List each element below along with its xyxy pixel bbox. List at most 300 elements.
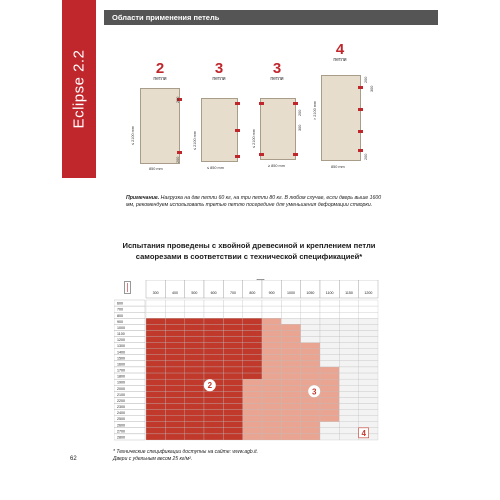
- grid-cell: [165, 397, 184, 403]
- grid-cell: [339, 367, 358, 373]
- grid-cell: [359, 355, 378, 361]
- grid-cell: [165, 300, 184, 306]
- row-label: 1800: [117, 374, 125, 379]
- row-label: 1900: [117, 380, 125, 385]
- door-3-label: [265, 62, 289, 82]
- grid-cell: [223, 318, 242, 324]
- grid-cell: [281, 306, 300, 312]
- row-label: 2300: [117, 405, 125, 410]
- grid-cell: [243, 337, 262, 343]
- grid-cell: [301, 330, 320, 336]
- grid-cell: [320, 385, 339, 391]
- grid-cell: [320, 349, 339, 355]
- note-label: Примечание.: [126, 195, 160, 201]
- column-label: 1100: [325, 291, 334, 295]
- grid-cell: [301, 355, 320, 361]
- grid-cell: [339, 391, 358, 397]
- grid-cell: [243, 361, 262, 367]
- grid-cell: [165, 324, 184, 330]
- grid-cell: [281, 379, 300, 385]
- grid-cell: [185, 385, 204, 391]
- grid-cell: [223, 416, 242, 422]
- column-header-cell: [301, 280, 320, 298]
- grid-cell: [339, 349, 358, 355]
- row-label: 1100: [117, 332, 125, 337]
- column-label: 1200: [364, 291, 373, 295]
- hinge-mark: [358, 149, 363, 152]
- grid-cell: [281, 397, 300, 403]
- grid-cell: [185, 416, 204, 422]
- grid-cell: [320, 403, 339, 409]
- grid-cell: [243, 379, 262, 385]
- grid-cell: [146, 416, 165, 422]
- grid-cell: [320, 428, 339, 434]
- grid-cell: [165, 379, 184, 385]
- grid-cell: [146, 324, 165, 330]
- grid-cell: [243, 434, 262, 440]
- grid-cell: [204, 324, 223, 330]
- grid-cell: [359, 330, 378, 336]
- grid-cell: [262, 318, 281, 324]
- column-label: 600: [210, 291, 217, 295]
- grid-cell: [301, 416, 320, 422]
- grid-cell: [339, 343, 358, 349]
- grid-cell: [185, 343, 204, 349]
- grid-cell: [359, 337, 378, 343]
- row-label: 2500: [117, 417, 125, 422]
- grid-cell: [320, 397, 339, 403]
- grid-cell: [223, 385, 242, 391]
- grid-cell: [281, 434, 300, 440]
- door-2-label: [207, 62, 231, 82]
- grid-cell: [359, 343, 378, 349]
- grid-cell: [281, 318, 300, 324]
- grid-cell: [223, 330, 242, 336]
- grid-cell: [301, 312, 320, 318]
- grid-cell: [204, 434, 223, 440]
- grid-cell: [320, 379, 339, 385]
- column-header-cell: [359, 280, 378, 298]
- grid-cell: [185, 373, 204, 379]
- grid-cell: [339, 403, 358, 409]
- column-header-cell: [281, 280, 300, 298]
- hinge-word: петли: [333, 57, 347, 63]
- grid-cell: [262, 434, 281, 440]
- grid-cell: [204, 410, 223, 416]
- grid-cell: [165, 428, 184, 434]
- grid-cell: [262, 373, 281, 379]
- grid-cell: [320, 300, 339, 306]
- grid-cell: [262, 330, 281, 336]
- grid-cell: [262, 349, 281, 355]
- grid-cell: [281, 300, 300, 306]
- grid-cell: [301, 397, 320, 403]
- grid-cell: [359, 397, 378, 403]
- zone-3-badge-label: 3: [311, 387, 317, 397]
- row-label: 1600: [117, 362, 125, 367]
- grid-cell: [339, 312, 358, 318]
- grid-cell: [146, 403, 165, 409]
- grid-cell: [243, 367, 262, 373]
- grid-cell: [339, 434, 358, 440]
- grid-cell: [185, 312, 204, 318]
- grid-cell: [204, 416, 223, 422]
- grid-cell: [320, 337, 339, 343]
- grid-cell: [281, 312, 300, 318]
- grid-cell: [146, 300, 165, 306]
- grid-cell: [339, 330, 358, 336]
- grid-cell: [320, 391, 339, 397]
- grid-cell: [281, 349, 300, 355]
- grid-cell: [243, 312, 262, 318]
- grid-cell: [359, 410, 378, 416]
- footnote-line-1: * Технические спецификации доступны на сайте: www.agb.it.: [113, 449, 258, 455]
- grid-cell: [281, 355, 300, 361]
- footnote-line-2: Двери с удельным весом 25 кг/м².: [113, 456, 193, 462]
- grid-cell: [146, 428, 165, 434]
- grid-cell: [339, 361, 358, 367]
- hinge-word: петли: [153, 76, 167, 82]
- column-label: 400: [172, 291, 178, 295]
- hinge-word: петли: [270, 76, 284, 82]
- door-3-panel: [260, 98, 296, 160]
- door-2-width: ≤ 850 mm: [207, 166, 224, 170]
- door-1-width: 850 mm: [149, 167, 163, 171]
- grid-cell: [243, 403, 262, 409]
- grid-cell: [204, 318, 223, 324]
- row-label: 1000: [117, 325, 125, 330]
- grid-cell: [185, 397, 204, 403]
- grid-cell: [204, 391, 223, 397]
- grid-cell: [243, 330, 262, 336]
- grid-cell: [243, 391, 262, 397]
- column-header-cell: [320, 280, 339, 298]
- grid-cell: [262, 416, 281, 422]
- row-label: 1500: [117, 356, 125, 361]
- grid-cell: [243, 318, 262, 324]
- door-1-top: 200: [176, 96, 180, 103]
- grid-cell: [339, 397, 358, 403]
- door-3-width: ≥ 850 mm: [268, 164, 285, 168]
- grid-cell: [204, 403, 223, 409]
- grid-cell: [223, 361, 242, 367]
- door-1-height: ≤ 2100 mm: [131, 126, 135, 145]
- zone-2-badge-label: 2: [207, 381, 213, 391]
- grid-cell: [359, 403, 378, 409]
- grid-cell: [339, 318, 358, 324]
- grid-cell: [281, 403, 300, 409]
- note-paragraph: [126, 195, 382, 209]
- row-label: 700: [117, 307, 123, 312]
- grid-cell: [243, 397, 262, 403]
- grid-cell: [339, 373, 358, 379]
- grid-cell: [146, 434, 165, 440]
- door-1-bottom: 200: [176, 156, 180, 163]
- grid-cell: [320, 330, 339, 336]
- grid-cell: [359, 379, 378, 385]
- grid-cell: [320, 343, 339, 349]
- grid-cell: [320, 422, 339, 428]
- door-3-top: 200: [298, 109, 302, 116]
- grid-cell: [165, 312, 184, 318]
- grid-cell: [301, 367, 320, 373]
- grid-cell: [262, 355, 281, 361]
- grid-cell: [223, 403, 242, 409]
- grid-cell: [281, 416, 300, 422]
- grid-cell: [281, 385, 300, 391]
- grid-cell: [320, 434, 339, 440]
- grid-cell: [223, 355, 242, 361]
- grid-cell: [359, 373, 378, 379]
- column-label: 500: [191, 291, 198, 295]
- grid-cell: [320, 367, 339, 373]
- grid-cell: [185, 300, 204, 306]
- row-label: 1400: [117, 350, 125, 355]
- grid-cell: [281, 367, 300, 373]
- grid-cell: [223, 300, 242, 306]
- grid-cell: [185, 434, 204, 440]
- page-number: 62: [70, 456, 77, 462]
- grid-cell: [243, 410, 262, 416]
- grid-cell: [223, 367, 242, 373]
- grid-cell: [243, 428, 262, 434]
- row-label: 2600: [117, 423, 125, 428]
- grid-cell: [185, 422, 204, 428]
- grid-cell: [262, 324, 281, 330]
- grid-cell: [185, 318, 204, 324]
- zone-4-label: 4: [361, 428, 366, 438]
- grid-cell: [185, 349, 204, 355]
- grid-cell: [301, 318, 320, 324]
- grid-cell: [339, 300, 358, 306]
- grid-cell: [262, 428, 281, 434]
- grid-cell: [262, 403, 281, 409]
- test-section-title: Испытания проведены с хвойной древесиной и креплением петли саморезами в соответствии с технической спецификацией*: [122, 241, 376, 261]
- hinge-count: 4: [335, 41, 345, 58]
- grid-cell: [146, 337, 165, 343]
- grid-cell: [146, 330, 165, 336]
- grid-cell: [146, 355, 165, 361]
- grid-cell: [165, 434, 184, 440]
- row-label: 1700: [117, 368, 125, 373]
- grid-cell: [223, 391, 242, 397]
- grid-cell: [262, 379, 281, 385]
- grid-cell: [320, 312, 339, 318]
- grid-cell: [243, 349, 262, 355]
- grid-cell: [359, 391, 378, 397]
- grid-cell: [146, 410, 165, 416]
- grid-cell: [262, 385, 281, 391]
- column-header-cell: [204, 280, 223, 298]
- hinge-mark: [358, 108, 363, 111]
- row-label: 2100: [117, 392, 125, 397]
- grid-cell: [359, 324, 378, 330]
- grid-cell: [320, 416, 339, 422]
- grid-cell: [243, 416, 262, 422]
- grid-cell: [223, 434, 242, 440]
- section-header: Области применения петель: [104, 10, 438, 25]
- grid-cell: [165, 403, 184, 409]
- grid-cell: [165, 306, 184, 312]
- grid-cell: [262, 306, 281, 312]
- grid-cell: [146, 422, 165, 428]
- grid-cell: [320, 410, 339, 416]
- grid-cell: [301, 434, 320, 440]
- row-label: 2700: [117, 429, 125, 434]
- grid-cell: [320, 306, 339, 312]
- grid-cell: [223, 373, 242, 379]
- grid-cell: [146, 306, 165, 312]
- grid-cell: [320, 318, 339, 324]
- column-header-cell: [262, 280, 281, 298]
- grid-cell: [204, 300, 223, 306]
- grid-cell: [146, 373, 165, 379]
- grid-cell: [339, 355, 358, 361]
- door-4-top: 200: [364, 76, 368, 83]
- grid-cell: [262, 361, 281, 367]
- grid-cell: [146, 379, 165, 385]
- door-3-mid: 300: [298, 124, 302, 131]
- grid-cell: [339, 428, 358, 434]
- column-header-cell: [223, 280, 242, 298]
- grid-cell: [223, 349, 242, 355]
- hinge-count: 2: [155, 60, 165, 77]
- hinge-mark: [259, 102, 264, 105]
- door-2-height: ≤ 2100 mm: [193, 131, 197, 150]
- hinge-mark: [235, 129, 240, 132]
- grid-cell: [281, 428, 300, 434]
- row-label: 600: [117, 301, 123, 306]
- grid-cell: [281, 337, 300, 343]
- grid-cell: [281, 343, 300, 349]
- grid-cell: [165, 318, 184, 324]
- grid-cell: [301, 403, 320, 409]
- hinge-mark: [259, 153, 264, 156]
- grid-cell: [165, 410, 184, 416]
- grid-cell: [146, 391, 165, 397]
- grid-cell: [243, 300, 262, 306]
- grid-cell: [301, 324, 320, 330]
- grid-cell: [339, 422, 358, 428]
- grid-cell: [185, 361, 204, 367]
- grid-cell: [281, 361, 300, 367]
- grid-cell: [223, 324, 242, 330]
- grid-cell: [185, 410, 204, 416]
- column-label: 700: [230, 291, 236, 295]
- grid-cell: [204, 422, 223, 428]
- column-label: 900: [268, 291, 275, 295]
- column-label: 1150: [345, 291, 353, 295]
- grid-cell: [146, 312, 165, 318]
- grid-cell: [146, 318, 165, 324]
- column-label: 800: [249, 291, 256, 295]
- row-label: 800: [117, 313, 123, 318]
- grid-cell: [146, 349, 165, 355]
- grid-cell: [204, 343, 223, 349]
- column-header-cell: [165, 280, 184, 298]
- door-4-panel: [321, 75, 361, 161]
- door-4-label: [328, 43, 352, 63]
- row-label: 1200: [117, 338, 125, 343]
- door-2-panel: [201, 98, 238, 162]
- note-text: Нагрузка на две петли 60 кг, на три петли 80 кг. В любом случае, если дверь выше 1600 мм, рекомендуем использовать третью петлю посередине для уменьшения деформации створки.: [126, 195, 382, 208]
- row-label: 2200: [117, 398, 125, 403]
- grid-cell: [204, 397, 223, 403]
- grid-cell: [204, 361, 223, 367]
- grid-cell: [339, 385, 358, 391]
- grid-cell: [204, 355, 223, 361]
- grid-cell: [339, 306, 358, 312]
- grid-cell: [165, 355, 184, 361]
- grid-cell: [165, 416, 184, 422]
- grid-cell: [204, 330, 223, 336]
- grid-cell: [281, 324, 300, 330]
- grid-cell: [223, 422, 242, 428]
- grid-cell: [359, 416, 378, 422]
- grid-cell: [301, 410, 320, 416]
- grid-cell: [281, 391, 300, 397]
- column-label: 1050: [306, 291, 315, 295]
- grid-cell: [301, 306, 320, 312]
- footnote: [113, 449, 258, 463]
- grid-cell: [165, 422, 184, 428]
- column-header-cell: [146, 280, 165, 298]
- grid-cell: [204, 306, 223, 312]
- grid-cell: [185, 391, 204, 397]
- hinge-mark: [358, 86, 363, 89]
- grid-cell: [359, 300, 378, 306]
- grid-cell: [185, 337, 204, 343]
- door-1-label: [148, 62, 172, 82]
- row-label: 900: [117, 319, 123, 324]
- column-label: 1000: [287, 291, 295, 295]
- grid-cell: [223, 306, 242, 312]
- grid-cell: [359, 367, 378, 373]
- grid-cell: [262, 422, 281, 428]
- grid-cell: [262, 410, 281, 416]
- grid-cell: [262, 300, 281, 306]
- grid-cell: [185, 306, 204, 312]
- row-label: 2400: [117, 411, 125, 416]
- column-header-cell: [185, 280, 204, 298]
- grid-cell: [185, 355, 204, 361]
- grid-cell: [301, 337, 320, 343]
- side-tab: [62, 0, 96, 178]
- grid-cell: [281, 410, 300, 416]
- grid-cell: [165, 367, 184, 373]
- door-4-width: 850 mm: [331, 165, 345, 169]
- door-4-mid: 300: [370, 85, 374, 92]
- hinge-zone-chart: [114, 280, 380, 442]
- hinge-mark: [293, 153, 298, 156]
- grid-cell: [146, 397, 165, 403]
- row-label: 1300: [117, 344, 125, 349]
- grid-cell: [146, 343, 165, 349]
- grid-cell: [165, 343, 184, 349]
- grid-cell: [262, 312, 281, 318]
- grid-cell: [223, 312, 242, 318]
- grid-cell: [146, 361, 165, 367]
- grid-cell: [320, 361, 339, 367]
- grid-cell: [223, 337, 242, 343]
- column-header-cell: [243, 280, 262, 298]
- grid-cell: [146, 367, 165, 373]
- column-header-cell: [339, 280, 358, 298]
- row-label: 2800: [117, 435, 125, 440]
- grid-cell: [223, 410, 242, 416]
- grid-cell: [339, 337, 358, 343]
- grid-cell: [165, 361, 184, 367]
